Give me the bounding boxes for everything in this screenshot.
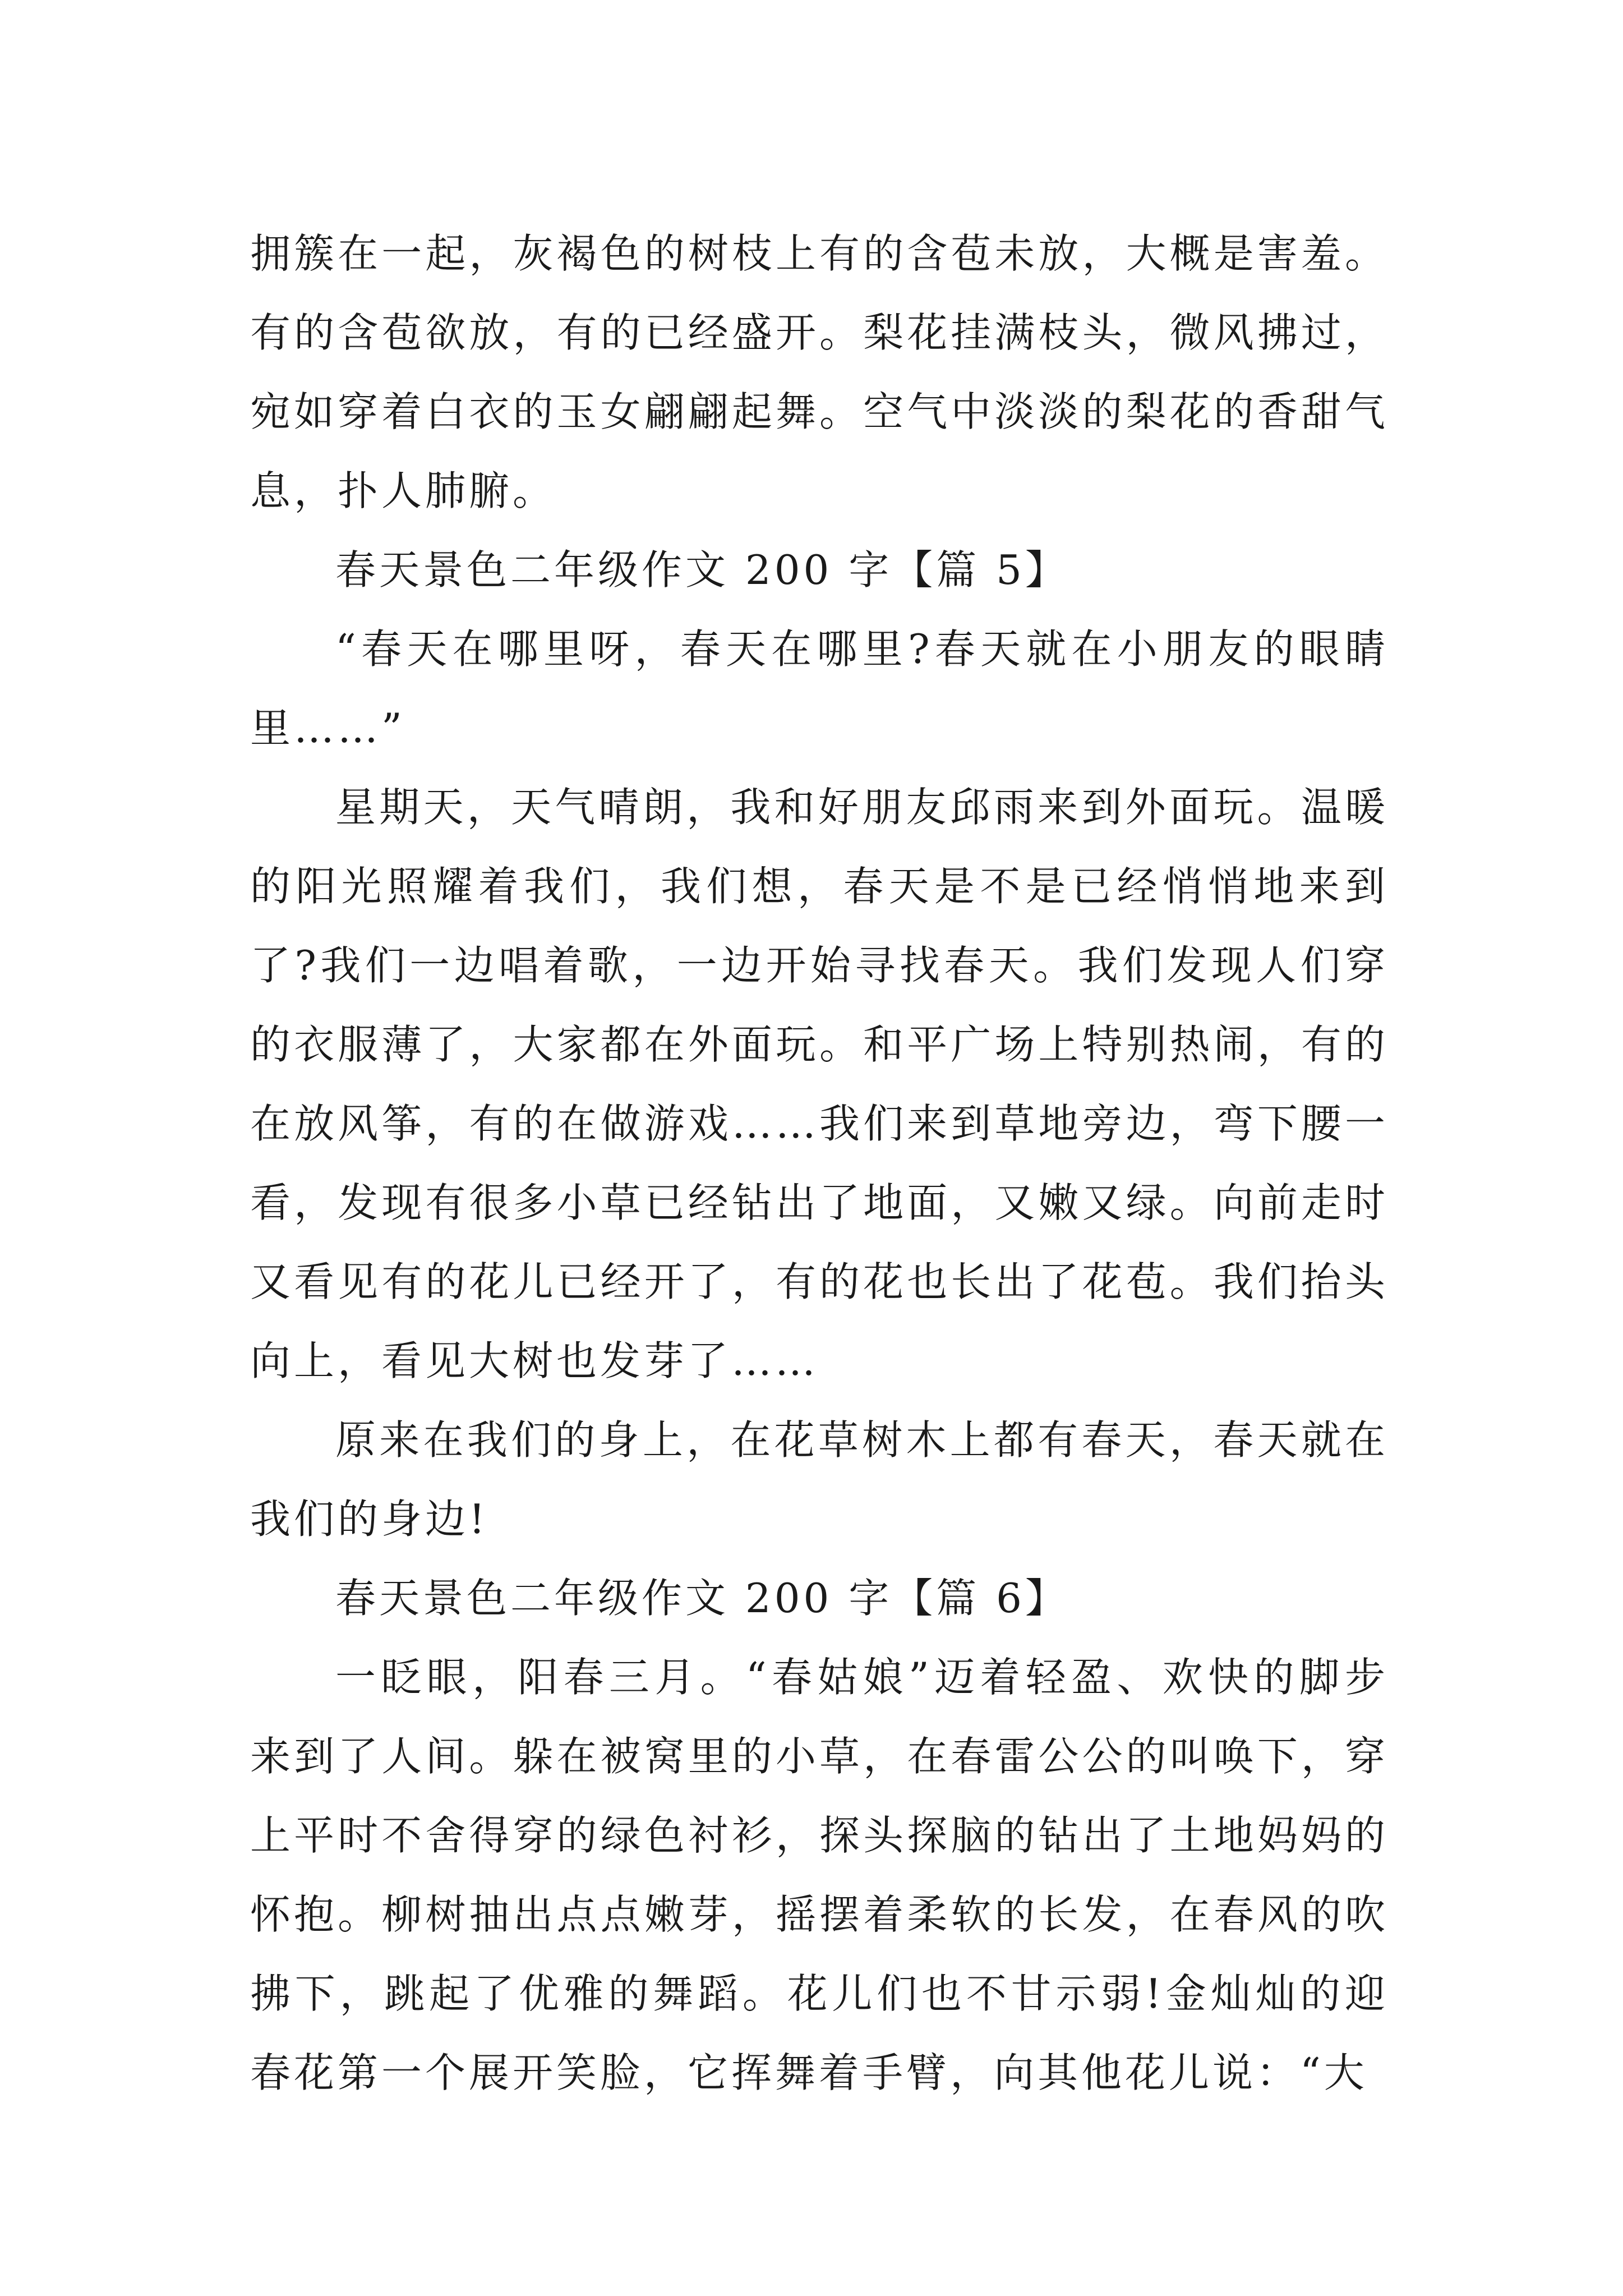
paragraph-continuation: 拥簇在一起，灰褐色的树枝上有的含苞未放，大概是害羞。有的含苞欲放，有的已经盛开。梨花挂满枝头，微风拂过，宛如穿着白衣的玉女翩翩起舞。空气中淡淡的梨花的香甜气息，扑人肺腑。 [250,230,1389,514]
section-heading-5: 春天景色二年级作文 200 字【篇 5】 [335,546,1069,593]
paragraph-sunday-outing: 星期天，天气晴朗，我和好朋友邱雨来到外面玩。温暖的阳光照耀着我们，我们想，春天是不是已经悄悄地来到了?我们一边唱着歌，一边开始寻找春天。我们发现人们穿的衣服薄了，大家都在外面玩。和平广场上特别热闹，有的在放风筝，有的在做游戏……我们来到草地旁边，弯下腰一看，发现有很多小草已经钻出了地面，又嫩又绿。向前走时又看见有的花儿已经开了，有的花也长出了花苞。我们抬头向上，看见大树也发芽了…… [250,784,1389,1384]
paragraph-song-quote: “春天在哪里呀，春天在哪里?春天就在小朋友的眼睛里……” [250,625,1389,752]
section-heading-6: 春天景色二年级作文 200 字【篇 6】 [335,1575,1069,1622]
paragraph-conclusion: 原来在我们的身上，在花草树木上都有春天，春天就在我们的身边! [250,1416,1389,1543]
document-body [250,214,1389,2113]
paragraph-spring-arrives: 一眨眼，阳春三月。“春姑娘”迈着轻盈、欢快的脚步来到了人间。躲在被窝里的小草，在春雷公公的叫唤下，穿上平时不舍得穿的绿色衬衫，探头探脑的钻出了土地妈妈的怀抱。柳树抽出点点嫩芽，摇摆着柔软的长发，在春风的吹拂下，跳起了优雅的舞蹈。花儿们也不甘示弱!金灿灿的迎春花第一个展开笑脸，它挥舞着手臂，向其他花儿说：“大 [250,1654,1389,2096]
